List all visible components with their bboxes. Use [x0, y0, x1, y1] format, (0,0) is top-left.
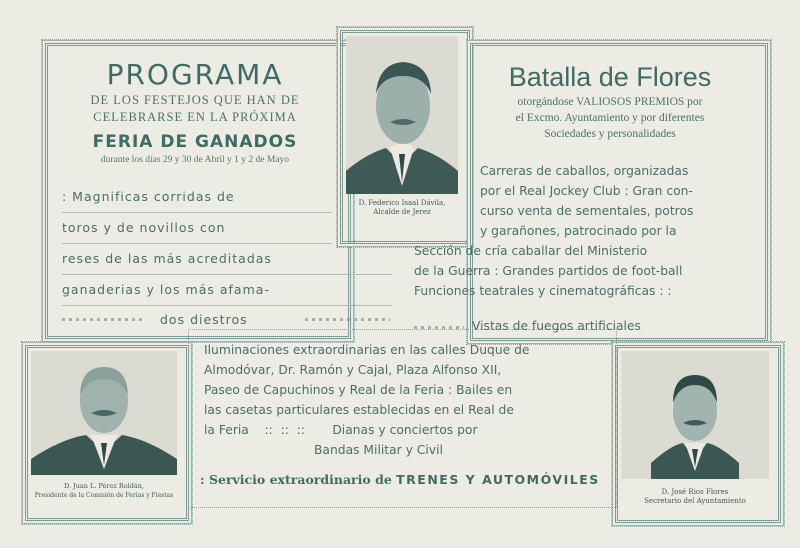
batalla-line-1: Carreras de caballos, organizadas [480, 164, 689, 178]
secretary-caption-title: Secretario del Ayuntamiento [644, 497, 746, 505]
feria-dates: durante los días 29 y 30 de Abril y 1 y 2 de Mayo [100, 155, 290, 165]
batalla-line-3: curso venta de sementales, potros [480, 204, 694, 218]
programa-rule-2 [62, 243, 332, 244]
batalla-line-2: por el Real Jockey Club : Gran con- [480, 184, 693, 198]
center-line-3: Paseo de Capuchinos y Real de la Feria : Bailes en [204, 383, 513, 397]
programa-rule-1 [62, 212, 332, 213]
servicio-line [200, 472, 600, 487]
programa-rule-4 [62, 305, 392, 306]
programa-title: PROGRAMA [106, 58, 284, 91]
center-line-1: Iluminaciones extraordinarias en las calles Duque de [204, 343, 530, 357]
batalla-line-6: de la Guerra : Grandes partidos de foot-ball [414, 264, 683, 278]
feria-heading: FERIA DE GANADOS [92, 132, 298, 152]
batalla-line-7: Funciones teatrales y cinematográficas : : [414, 284, 672, 298]
secretary-caption-name: D. José Rios Flores [661, 488, 729, 496]
batalla-sub-2: el Excmo. Ayuntamiento y por diferentes [515, 112, 705, 124]
programa-line-5: dos diestros [160, 312, 248, 327]
president-portrait [31, 351, 177, 475]
programa-line-4: ganaderias y los más afama- [62, 282, 270, 297]
programa-line-1: : Magnificas corridas de [62, 189, 235, 204]
center-line-6: Bandas Militar y Civil [314, 443, 443, 457]
batalla-sub-3: Sociedades y personalidades [544, 128, 676, 140]
batalla-line-4: y garañones, patrocinado por la [480, 224, 677, 238]
center-line-4: las casetas particulares establecidas en el Real de [204, 403, 514, 417]
center-line-2: Almodóvar, Dr. Ramón y Cajal, Plaza Alfonso XII, [204, 363, 502, 377]
president-caption-title: Presidente de la Comisión de Ferias y Fiestas [34, 492, 174, 499]
servicio-caps: TRENES Y AUTOMÓVILES [396, 472, 600, 487]
programa-subtitle-1: DE LOS FESTEJOS QUE HAN DE [90, 93, 300, 107]
mayor-caption-name: D. Federico Isaal Dávila, [358, 199, 446, 207]
programa-line-2: toros y de novillos con [62, 220, 226, 235]
president-portrait-image [31, 351, 177, 475]
programa-rule-3 [62, 274, 392, 275]
programa-ornament-right [305, 318, 390, 321]
programa-line-3: reses de las más acreditadas [62, 251, 272, 266]
president-caption-name: D. Juan L. Pérez Roldán, [63, 482, 145, 490]
programa-ornament-left [62, 318, 142, 321]
batalla-ornament [414, 326, 464, 329]
secretary-portrait-image [621, 351, 769, 479]
batalla-line-8: Vistas de fuegos artificiales [472, 319, 641, 333]
secretary-portrait [621, 351, 769, 479]
mayor-portrait-image [346, 36, 458, 194]
servicio-prefix: : Servicio extraordinario de [200, 472, 392, 487]
batalla-sub-1: otorgándose VALIOSOS PREMIOS por [517, 96, 703, 108]
programa-subtitle-2: CELEBRARSE EN LA PRÓXIMA [93, 110, 297, 124]
mayor-caption-title: Alcalde de Jerez [373, 208, 431, 216]
mayor-portrait [346, 36, 458, 194]
batalla-title: Batalla de Flores [508, 62, 712, 92]
center-line-5: la Feria :: :: :: Dianas y conciertos por [204, 423, 478, 437]
batalla-line-5: Sección de cría caballar del Ministerio [414, 244, 648, 258]
